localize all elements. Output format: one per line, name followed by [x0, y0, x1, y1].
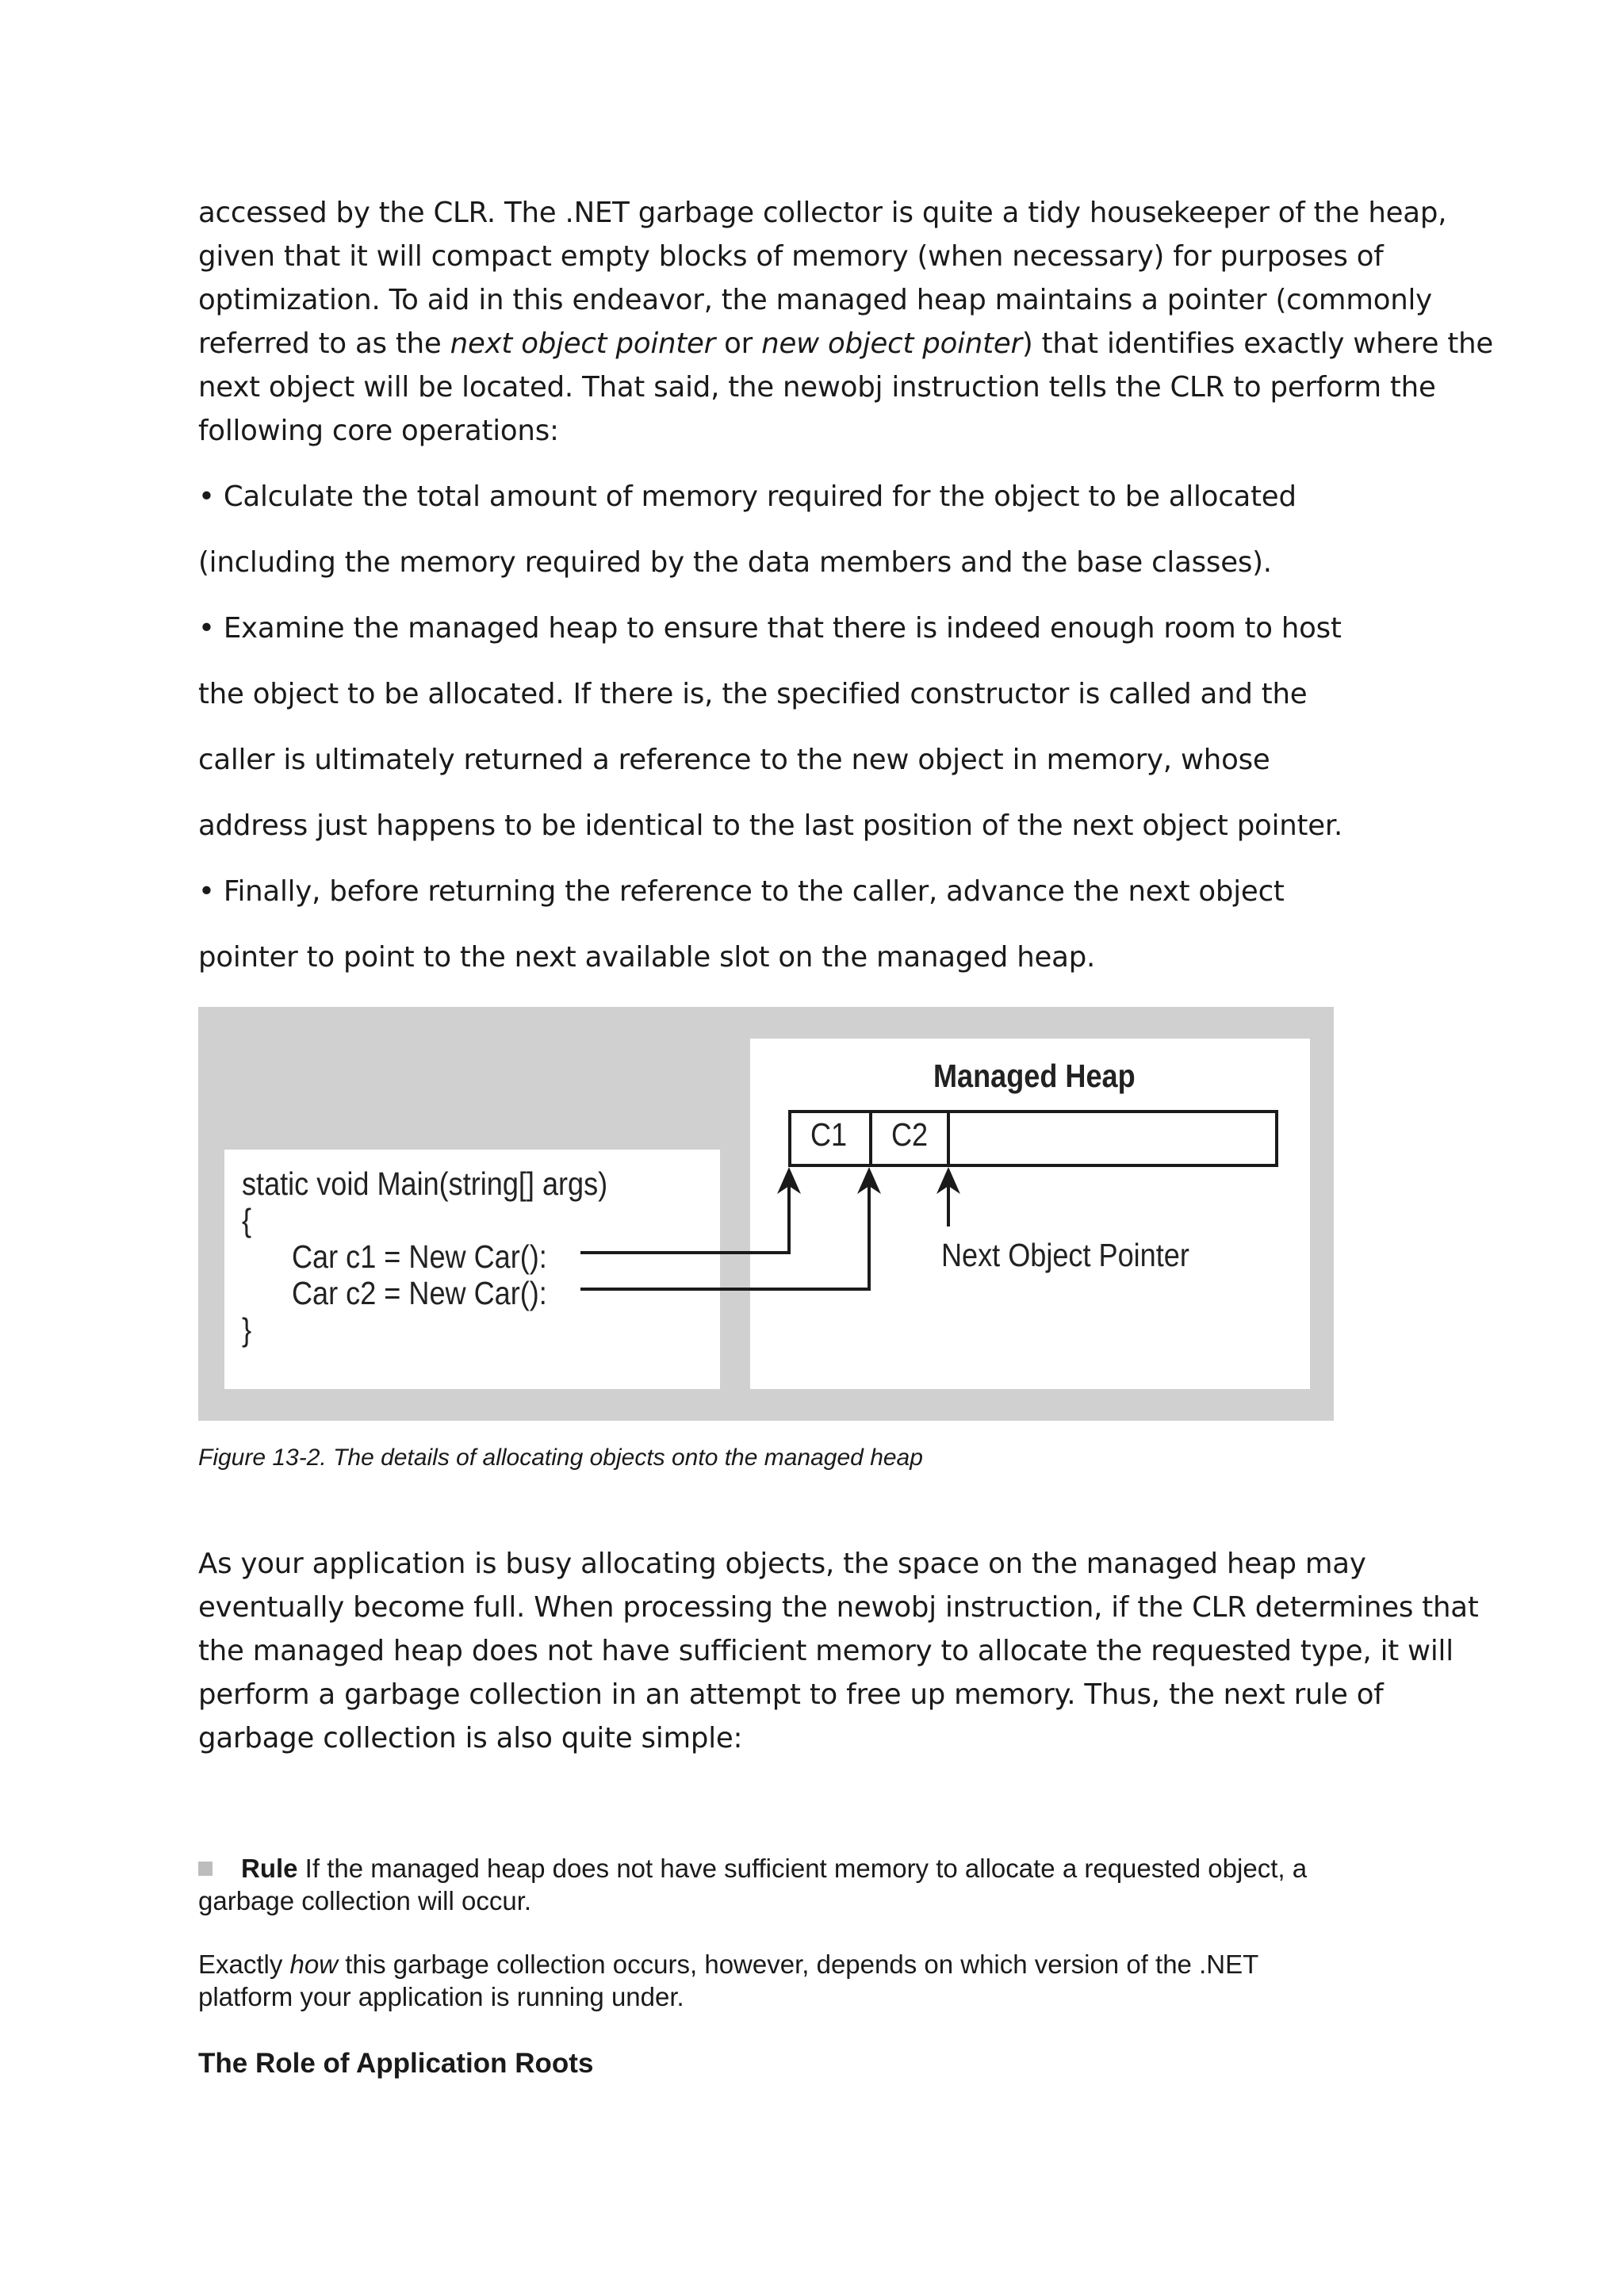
diagram-lines: [198, 1007, 1334, 1421]
intro-emphasis-new-object-pointer: new object pointer: [761, 327, 1022, 360]
heap-cell-c2-label: C2: [891, 1116, 929, 1153]
intro-emphasis-next-object-pointer: next object pointer: [450, 327, 716, 360]
intro-line-5: next object will be located. That said, the newobj instruction tells the CLR to perform the: [198, 371, 1436, 404]
intro-text: ) that identifies exactly where the: [1021, 327, 1494, 360]
version-note: [198, 1948, 1467, 2013]
heap-bar: [790, 1112, 1277, 1165]
code-line-open-brace: {: [242, 1202, 252, 1238]
next-object-pointer-label: Next Object Pointer: [941, 1237, 1189, 1273]
ops-line-5: caller is ultimately returned a reference to the new object in memory, whose: [198, 744, 1270, 776]
rule-note: [198, 1852, 1467, 1917]
ops-line-4: the object to be allocated. If there is, the specified constructor is called and the: [198, 678, 1308, 710]
ops-line-8: pointer to point to the next available slot on the managed heap.: [198, 941, 1096, 974]
figure-managed-heap: [198, 1007, 1334, 1421]
note-text-continued: platform your application is running under.: [198, 1982, 684, 2011]
connector-c2: [580, 1177, 869, 1289]
para2-line-4: perform a garbage collection in an attempt to free up memory. Thus, the next rule of: [198, 1678, 1384, 1711]
code-line-signature: static void Main(string[] args): [242, 1165, 608, 1202]
note-text: this garbage collection occurs, however, depends on which version of the .NET: [338, 1950, 1259, 1979]
note-text: Exactly: [198, 1950, 290, 1979]
intro-line-1: accessed by the CLR. The .NET garbage collector is quite a tidy housekeeper of the heap,: [198, 197, 1447, 229]
para2-line-5: garbage collection is also quite simple:: [198, 1722, 743, 1755]
intro-text: or: [715, 327, 762, 360]
intro-line-4: [198, 327, 1493, 360]
heap-title: Managed Heap: [933, 1058, 1136, 1094]
intro-line-3: optimization. To aid in this endeavor, the managed heap maintains a pointer (commonly: [198, 284, 1432, 316]
ops-line-3: • Examine the managed heap to ensure that there is indeed enough room to host: [198, 612, 1342, 645]
ops-line-6: address just happens to be identical to the last position of the next object pointer.: [198, 809, 1343, 842]
connector-c1: [580, 1177, 789, 1253]
code-line-c1: Car c1 = New Car():: [292, 1238, 547, 1275]
ops-line-2: (including the memory required by the data members and the base classes).: [198, 546, 1272, 579]
code-line-close-brace: }: [242, 1311, 252, 1348]
figure-caption: Figure 13-2. The details of allocating objects onto the managed heap: [198, 1445, 923, 1471]
code-line-c2: Car c2 = New Car():: [292, 1275, 547, 1311]
square-bullet-icon: [198, 1862, 213, 1876]
ops-line-7: • Finally, before returning the reference to the caller, advance the next object: [198, 875, 1285, 908]
para2-line-1: As your application is busy allocating objects, the space on the managed heap may: [198, 1548, 1366, 1580]
rule-text: If the managed heap does not have sufficient memory to allocate a requested object, a: [297, 1854, 1308, 1883]
ops-line-1: • Calculate the total amount of memory required for the object to be allocated: [198, 480, 1297, 513]
intro-text: referred to as the: [198, 327, 450, 360]
intro-line-6: following core operations:: [198, 415, 559, 447]
rule-text-continued: garbage collection will occur.: [198, 1886, 532, 1915]
section-heading: The Role of Application Roots: [198, 2048, 594, 2079]
heap-cell-c1-label: C1: [810, 1116, 848, 1153]
para2-line-2: eventually become full. When processing the newobj instruction, if the CLR determines that: [198, 1591, 1479, 1624]
para2-line-3: the managed heap does not have sufficient memory to allocate the requested type, it will: [198, 1635, 1454, 1667]
note-emphasis-how: how: [289, 1950, 339, 1979]
rule-label: Rule: [241, 1854, 298, 1883]
intro-line-2: given that it will compact empty blocks of memory (when necessary) for purposes of: [198, 240, 1384, 273]
